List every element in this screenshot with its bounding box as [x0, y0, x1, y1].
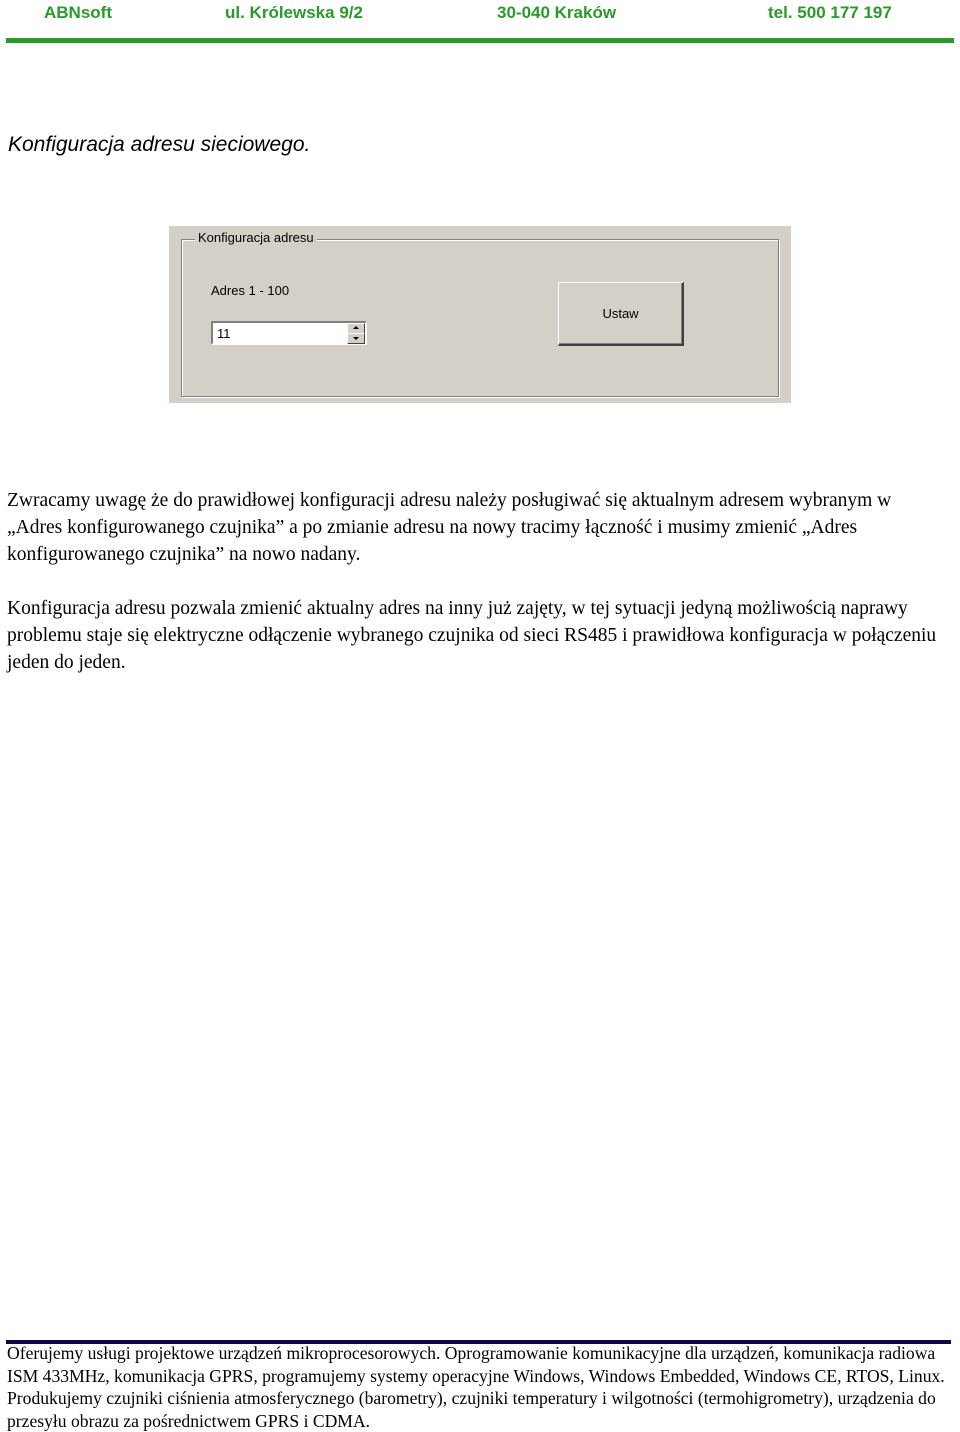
address-config-groupbox — [181, 239, 779, 397]
header-company: ABNsoft — [44, 3, 112, 22]
address-input[interactable] — [215, 324, 347, 342]
groupbox-title: Konfiguracja adresu — [195, 230, 317, 245]
document-title: Konfiguracja adresu sieciowego. — [8, 133, 311, 156]
header-phone: tel. 500 177 197 — [768, 3, 892, 22]
set-address-button[interactable]: Ustaw — [558, 282, 684, 346]
arrow-up-icon — [353, 326, 359, 329]
paragraph-address-conflict: Konfiguracja adresu pozwala zmienić aktualny adres na inny już zajęty, w tej sytuacji jedyną możliwością naprawy problemu staje się elektryczne odłączenie wybranego czujnika od sieci RS485 i prawidłowa konfiguracja w połączeniu jeden do jeden. — [7, 598, 937, 673]
address-config-dialog — [169, 226, 791, 403]
paragraph-address-warning: Zwracamy uwagę że do prawidłowej konfiguracji adresu należy posługiwać się aktualnym adresem wybranym w „Adres konfigurowanego czujnika” a po zmianie adresu na nowy tracimy łączność i musimy zmienić „Adres konfigurowanego czujnika” na nowo nadany. — [7, 490, 892, 565]
arrow-down-icon — [353, 337, 359, 340]
spin-down-button[interactable] — [347, 333, 365, 344]
header-street: ul. Królewska 9/2 — [225, 3, 363, 22]
page-header — [0, 0, 960, 46]
address-range-label: Adres 1 - 100 — [211, 283, 290, 298]
footer-text: Oferujemy usługi projektowe urządzeń mikroprocesorowych. Oprogramowanie komunikacyjne dla urządzeń, komunikacja radiowa ISM 433MHz, komunikacja GPRS, programujemy systemy operacyjne Windows, Windows Embedded, Windows CE, RTOS, Linux. Produkujemy czujniki ciśnienia atmosferycznego (barometry), czujniki temperatury i wilgotności (termohigrometry), urządzenia do przesyłu obrazu za pośrednictwem GPRS i CDMA. — [7, 1343, 945, 1431]
header-divider — [6, 38, 954, 43]
address-spinbox — [211, 321, 367, 345]
header-city: 30-040 Kraków — [497, 3, 617, 22]
spin-buttons — [347, 323, 365, 343]
